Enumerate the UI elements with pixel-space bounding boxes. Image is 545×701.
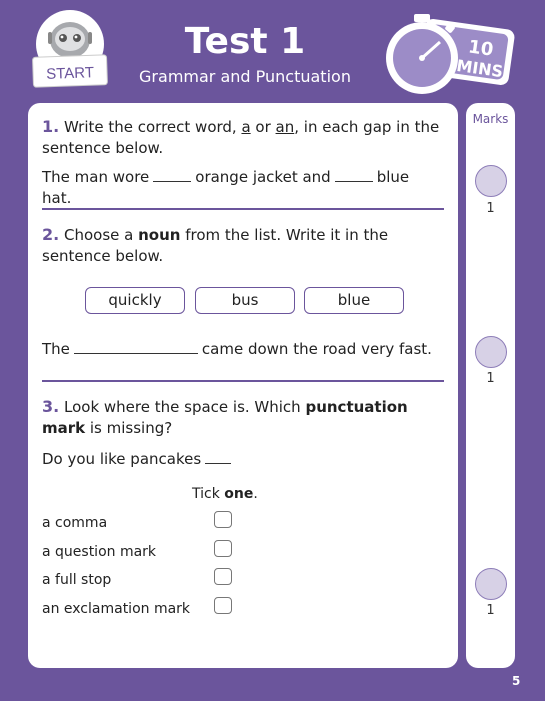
mark-circle-q3[interactable]: [475, 568, 507, 600]
q2-text: Choose a: [64, 226, 139, 244]
q1-sentence-part1: The man wore: [42, 168, 150, 186]
word-option-blue[interactable]: blue: [304, 287, 404, 314]
start-label: START: [45, 64, 95, 83]
q3-answer-gap: [205, 449, 231, 464]
marks-title: Marks: [472, 112, 509, 126]
robot-start-icon: [30, 10, 110, 94]
q1-option-a: a: [241, 118, 251, 136]
tickbox-question-mark[interactable]: [214, 540, 232, 557]
q1-instruction: [42, 116, 442, 159]
word-option-quickly[interactable]: quickly: [85, 287, 185, 314]
section-divider-2: [42, 380, 444, 382]
q1-sentence-part2: orange jacket and: [195, 168, 331, 186]
q1-text: Write the correct word,: [64, 118, 242, 136]
page-title: Test 1: [184, 21, 306, 62]
q3-number: 3.: [42, 397, 60, 416]
mark-value-q3: 1: [486, 603, 495, 618]
q3-text-end: is missing?: [85, 419, 173, 437]
timer-unit: MINS: [455, 55, 505, 82]
q2-text-end: from the list. Write it in the sentence below.: [42, 226, 389, 265]
q1-gap-2[interactable]: [335, 167, 373, 182]
q2-sentence-part2: came down the road very fast.: [201, 340, 432, 358]
q2-instruction: [42, 224, 442, 267]
word-option-bus[interactable]: bus: [195, 287, 295, 314]
option-label-question-mark: a question mark: [42, 544, 157, 560]
tickbox-comma[interactable]: [214, 511, 232, 528]
q3-sentence-text: Do you like pancakes: [42, 450, 202, 468]
q1-option-an: an: [275, 118, 295, 136]
mark-circle-q1[interactable]: [475, 165, 507, 197]
q3-instruction: [42, 396, 442, 439]
tick-text: Tick: [192, 486, 225, 502]
mark-value-q1: 1: [486, 201, 495, 216]
mark-value-q2: 1: [486, 371, 495, 386]
q1-gap-1[interactable]: [153, 167, 191, 182]
q2-sentence: [42, 339, 442, 360]
q2-number: 2.: [42, 225, 60, 244]
tick-keyword: one: [224, 486, 254, 502]
tick-end: .: [253, 486, 258, 502]
q1-sentence: [42, 167, 442, 209]
option-label-full-stop: a full stop: [42, 572, 112, 588]
q1-sentence-part3: blue hat.: [42, 168, 410, 207]
page-number: 5: [512, 674, 521, 688]
option-label-comma: a comma: [42, 515, 108, 531]
page-subtitle: Grammar and Punctuation: [139, 67, 351, 86]
tickbox-full-stop[interactable]: [214, 568, 232, 585]
timer-number: 10: [466, 36, 495, 61]
stopwatch-icon: [378, 12, 518, 98]
q3-text: Look where the space is. Which: [64, 398, 306, 416]
q2-keyword: noun: [138, 226, 181, 244]
q2-answer-gap[interactable]: [74, 339, 198, 354]
q3-keyword: punctuation mark: [42, 398, 408, 437]
mark-circle-q2[interactable]: [475, 336, 507, 368]
q2-sentence-part1: The: [42, 340, 70, 358]
tickbox-exclamation-mark[interactable]: [214, 597, 232, 614]
q3-sentence: [42, 449, 442, 470]
q1-text-end: , in each gap in the sentence below.: [42, 118, 440, 157]
q1-number: 1.: [42, 117, 60, 136]
section-divider-1: [42, 208, 444, 210]
q1-text-or: or: [250, 118, 276, 136]
option-label-exclamation-mark: an exclamation mark: [42, 601, 191, 617]
tick-instruction: [192, 486, 258, 502]
